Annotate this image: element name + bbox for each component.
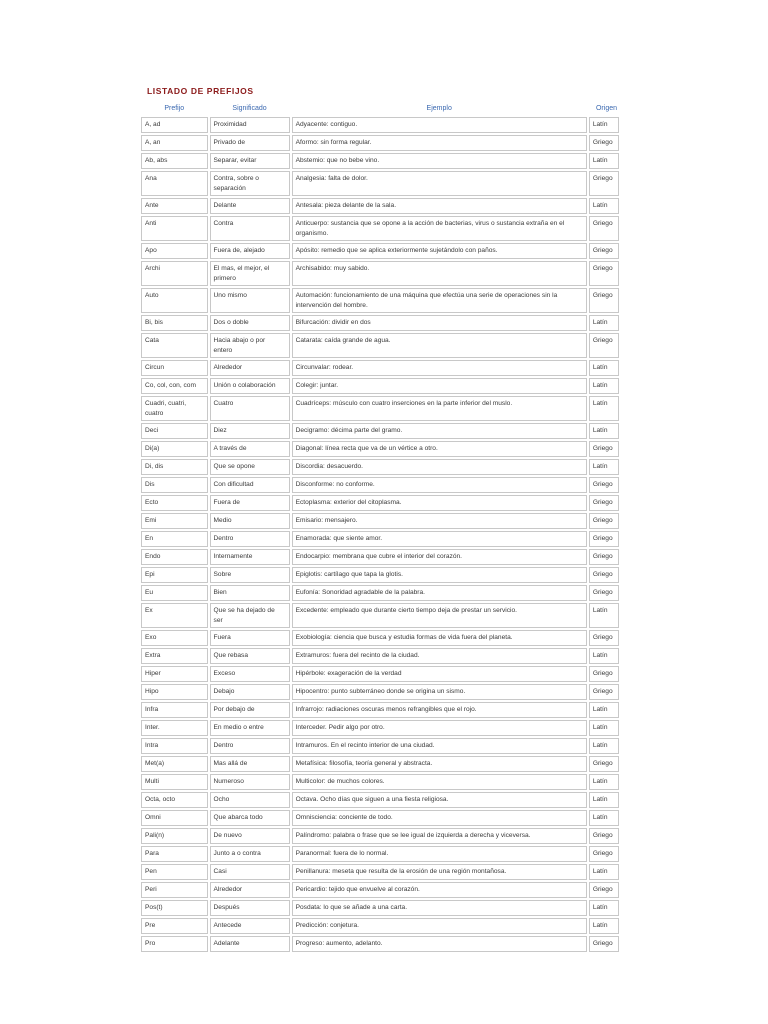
example-cell: Cuadríceps: músculo con cuatro inserciones en la parte inferior del muslo. bbox=[292, 396, 587, 421]
prefix-cell: Hiper bbox=[141, 666, 208, 682]
meaning-cell: Numeroso bbox=[210, 774, 290, 790]
table-row bbox=[141, 216, 619, 241]
origin-cell: Griego bbox=[589, 513, 619, 529]
example-cell: Omnisciencia: conciente de todo. bbox=[292, 810, 587, 826]
meaning-cell: Contra bbox=[210, 216, 290, 241]
example-cell: Interceder. Pedir algo por otro. bbox=[292, 720, 587, 736]
meaning-cell: Después bbox=[210, 900, 290, 916]
meaning-cell: Medio bbox=[210, 513, 290, 529]
table-row bbox=[141, 585, 619, 601]
table-row bbox=[141, 549, 619, 565]
example-cell: Excedente: empleado que durante cierto tiempo deja de prestar un servicio. bbox=[292, 603, 587, 628]
table-row bbox=[141, 630, 619, 646]
example-cell: Catarata: caída grande de agua. bbox=[292, 333, 587, 358]
example-cell: Aformo: sin forma regular. bbox=[292, 135, 587, 151]
origin-cell: Griego bbox=[589, 135, 619, 151]
origin-cell: Latín bbox=[589, 360, 619, 376]
table-row bbox=[141, 567, 619, 583]
origin-cell: Griego bbox=[589, 216, 619, 241]
origin-cell: Griego bbox=[589, 243, 619, 259]
example-cell: Metafísica: filosofía, teoría general y abstracta. bbox=[292, 756, 587, 772]
example-cell: Decigramo: décima parte del gramo. bbox=[292, 423, 587, 439]
origin-cell: Griego bbox=[589, 684, 619, 700]
example-cell: Apósito: remedio que se aplica exteriormente sujetándolo con paños. bbox=[292, 243, 587, 259]
table-row bbox=[141, 828, 619, 844]
origin-cell: Latín bbox=[589, 459, 619, 475]
meaning-cell: Fuera bbox=[210, 630, 290, 646]
meaning-cell: El mas, el mejor, el primero bbox=[210, 261, 290, 286]
origin-cell: Latín bbox=[589, 117, 619, 133]
example-cell: Hipérbole: exageración de la verdad bbox=[292, 666, 587, 682]
table-row bbox=[141, 135, 619, 151]
table-row bbox=[141, 198, 619, 214]
example-cell: Predicción: conjetura. bbox=[292, 918, 587, 934]
prefix-cell: Inter. bbox=[141, 720, 208, 736]
meaning-cell: Privado de bbox=[210, 135, 290, 151]
meaning-cell: En medio o entre bbox=[210, 720, 290, 736]
meaning-cell: Fuera de bbox=[210, 495, 290, 511]
origin-cell: Griego bbox=[589, 756, 619, 772]
meaning-cell: Fuera de, alejado bbox=[210, 243, 290, 259]
example-cell: Emisario: mensajero. bbox=[292, 513, 587, 529]
header-origin: Origen bbox=[595, 105, 617, 112]
table-row bbox=[141, 774, 619, 790]
table-row bbox=[141, 864, 619, 880]
origin-cell: Latín bbox=[589, 864, 619, 880]
meaning-cell: Antecede bbox=[210, 918, 290, 934]
prefix-cell: Endo bbox=[141, 549, 208, 565]
prefix-cell: Pali(n) bbox=[141, 828, 208, 844]
prefix-cell: Ex bbox=[141, 603, 208, 628]
origin-cell: Latín bbox=[589, 774, 619, 790]
prefix-cell: Ab, abs bbox=[141, 153, 208, 169]
origin-cell: Latín bbox=[589, 720, 619, 736]
table-row bbox=[141, 738, 619, 754]
meaning-cell: De nuevo bbox=[210, 828, 290, 844]
meaning-cell: Adelante bbox=[210, 936, 290, 952]
table-row bbox=[141, 531, 619, 547]
table-body bbox=[141, 117, 619, 952]
meaning-cell: Mas allá de bbox=[210, 756, 290, 772]
example-cell: Analgesia: falta de dolor. bbox=[292, 171, 587, 196]
meaning-cell: Diez bbox=[210, 423, 290, 439]
table-row bbox=[141, 117, 619, 133]
origin-cell: Griego bbox=[589, 567, 619, 583]
origin-cell: Latín bbox=[589, 603, 619, 628]
example-cell: Anticuerpo: sustancia que se opone a la acción de bacterias, virus o sustancia extraña en el organismo. bbox=[292, 216, 587, 241]
table-row bbox=[141, 666, 619, 682]
table-row bbox=[141, 603, 619, 628]
table-row bbox=[141, 423, 619, 439]
prefix-cell: Emi bbox=[141, 513, 208, 529]
meaning-cell: Alrededor bbox=[210, 882, 290, 898]
prefix-cell: Dis bbox=[141, 477, 208, 493]
origin-cell: Latín bbox=[589, 810, 619, 826]
example-cell: Intramuros. En el recinto interior de una ciudad. bbox=[292, 738, 587, 754]
prefix-cell: Auto bbox=[141, 288, 208, 313]
prefix-cell: Pen bbox=[141, 864, 208, 880]
origin-cell: Latín bbox=[589, 918, 619, 934]
prefix-cell: Octa, octo bbox=[141, 792, 208, 808]
meaning-cell: Alrededor bbox=[210, 360, 290, 376]
prefix-cell: Pos(t) bbox=[141, 900, 208, 916]
table-row bbox=[141, 441, 619, 457]
prefix-cell: Pro bbox=[141, 936, 208, 952]
origin-cell: Griego bbox=[589, 531, 619, 547]
prefix-cell: Cuadri, cuatri, cuatro bbox=[141, 396, 208, 421]
origin-cell: Latín bbox=[589, 198, 619, 214]
origin-cell: Latín bbox=[589, 153, 619, 169]
example-cell: Adyacente: contiguo. bbox=[292, 117, 587, 133]
example-cell: Bifurcación: dividir en dos bbox=[292, 315, 587, 331]
prefix-cell: Bi, bis bbox=[141, 315, 208, 331]
table-row bbox=[141, 513, 619, 529]
prefix-cell: Infra bbox=[141, 702, 208, 718]
meaning-cell: Separar, evitar bbox=[210, 153, 290, 169]
table-row bbox=[141, 702, 619, 718]
origin-cell: Griego bbox=[589, 495, 619, 511]
table-row bbox=[141, 495, 619, 511]
table-row bbox=[141, 459, 619, 475]
table-row bbox=[141, 333, 619, 358]
origin-cell: Latín bbox=[589, 648, 619, 664]
prefix-cell: Circun bbox=[141, 360, 208, 376]
header-prefix: Prefijo bbox=[164, 105, 185, 112]
prefix-cell: Apo bbox=[141, 243, 208, 259]
table-header-row bbox=[141, 102, 619, 115]
prefix-cell: Hipo bbox=[141, 684, 208, 700]
table-row bbox=[141, 720, 619, 736]
example-cell: Ectoplasma: exterior del citoplasma. bbox=[292, 495, 587, 511]
meaning-cell: Dentro bbox=[210, 738, 290, 754]
origin-cell: Griego bbox=[589, 171, 619, 196]
example-cell: Pericardio: tejido que envuelve al corazón. bbox=[292, 882, 587, 898]
table-row bbox=[141, 477, 619, 493]
example-cell: Penillanura: meseta que resulta de la erosión de una región montañosa. bbox=[292, 864, 587, 880]
prefix-cell: Peri bbox=[141, 882, 208, 898]
table-row bbox=[141, 171, 619, 196]
example-cell: Disconforme: no conforme. bbox=[292, 477, 587, 493]
meaning-cell: Que se ha dejado de ser bbox=[210, 603, 290, 628]
origin-cell: Latín bbox=[589, 900, 619, 916]
meaning-cell: Contra, sobre o separación bbox=[210, 171, 290, 196]
meaning-cell: Sobre bbox=[210, 567, 290, 583]
origin-cell: Latín bbox=[589, 423, 619, 439]
meaning-cell: Debajo bbox=[210, 684, 290, 700]
example-cell: Palíndromo: palabra o frase que se lee igual de izquierda a derecha y viceversa. bbox=[292, 828, 587, 844]
table-row bbox=[141, 792, 619, 808]
prefix-cell: Anti bbox=[141, 216, 208, 241]
meaning-cell: Dentro bbox=[210, 531, 290, 547]
meaning-cell: Exceso bbox=[210, 666, 290, 682]
prefix-cell: Deci bbox=[141, 423, 208, 439]
table-row bbox=[141, 153, 619, 169]
origin-cell: Latín bbox=[589, 378, 619, 394]
origin-cell: Griego bbox=[589, 585, 619, 601]
origin-cell: Griego bbox=[589, 261, 619, 286]
example-cell: Eufonía: Sonoridad agradable de la palabra. bbox=[292, 585, 587, 601]
page-title: LISTADO DE PREFIJOS bbox=[147, 86, 254, 96]
origin-cell: Griego bbox=[589, 828, 619, 844]
example-cell: Octava. Ocho días que siguen a una fiesta religiosa. bbox=[292, 792, 587, 808]
example-cell: Extramuros: fuera del recinto de la ciudad. bbox=[292, 648, 587, 664]
origin-cell: Griego bbox=[589, 477, 619, 493]
example-cell: Circunvalar: rodear. bbox=[292, 360, 587, 376]
example-cell: Enamorada: que siente amor. bbox=[292, 531, 587, 547]
origin-cell: Griego bbox=[589, 333, 619, 358]
table-row bbox=[141, 261, 619, 286]
origin-cell: Latín bbox=[589, 396, 619, 421]
prefix-cell: Intra bbox=[141, 738, 208, 754]
table-row bbox=[141, 882, 619, 898]
meaning-cell: Dos o doble bbox=[210, 315, 290, 331]
origin-cell: Latín bbox=[589, 738, 619, 754]
prefix-cell: A, an bbox=[141, 135, 208, 151]
example-cell: Archisabido: muy sabido. bbox=[292, 261, 587, 286]
prefix-cell: Multi bbox=[141, 774, 208, 790]
prefix-cell: Met(a) bbox=[141, 756, 208, 772]
prefix-cell: Cata bbox=[141, 333, 208, 358]
meaning-cell: Que se opone bbox=[210, 459, 290, 475]
header-meaning: Significado bbox=[232, 105, 267, 112]
example-cell: Endocarpio: membrana que cubre el interior del corazón. bbox=[292, 549, 587, 565]
origin-cell: Latín bbox=[589, 702, 619, 718]
example-cell: Epiglotis: cartílago que tapa la glotis. bbox=[292, 567, 587, 583]
meaning-cell: Con dificultad bbox=[210, 477, 290, 493]
meaning-cell: Proximidad bbox=[210, 117, 290, 133]
origin-cell: Griego bbox=[589, 936, 619, 952]
table-row bbox=[141, 360, 619, 376]
meaning-cell: Por debajo de bbox=[210, 702, 290, 718]
prefix-cell: Omni bbox=[141, 810, 208, 826]
prefix-cell: Ecto bbox=[141, 495, 208, 511]
prefix-cell: Extra bbox=[141, 648, 208, 664]
origin-cell: Latín bbox=[589, 315, 619, 331]
table-row bbox=[141, 243, 619, 259]
table-row bbox=[141, 900, 619, 916]
example-cell: Automación: funcionamiento de una máquina que efectúa una serie de operaciones sin la intervención del hombre. bbox=[292, 288, 587, 313]
origin-cell: Griego bbox=[589, 630, 619, 646]
prefix-cell: Archi bbox=[141, 261, 208, 286]
origin-cell: Griego bbox=[589, 666, 619, 682]
example-cell: Abstemio: que no bebe vino. bbox=[292, 153, 587, 169]
example-cell: Discordia: desacuerdo. bbox=[292, 459, 587, 475]
meaning-cell: Que rebasa bbox=[210, 648, 290, 664]
table-row bbox=[141, 288, 619, 313]
example-cell: Paranormal: fuera de lo normal. bbox=[292, 846, 587, 862]
example-cell: Hipocentro: punto subterráneo donde se origina un sismo. bbox=[292, 684, 587, 700]
prefix-cell: Co, col, con, com bbox=[141, 378, 208, 394]
header-example: Ejemplo bbox=[426, 105, 452, 112]
origin-cell: Griego bbox=[589, 846, 619, 862]
table-row bbox=[141, 684, 619, 700]
example-cell: Diagonal: línea recta que va de un vértice a otro. bbox=[292, 441, 587, 457]
example-cell: Progreso: aumento, adelanto. bbox=[292, 936, 587, 952]
meaning-cell: Delante bbox=[210, 198, 290, 214]
table-row bbox=[141, 396, 619, 421]
origin-cell: Griego bbox=[589, 288, 619, 313]
prefix-cell: Ana bbox=[141, 171, 208, 196]
table-row bbox=[141, 756, 619, 772]
prefix-cell: Epi bbox=[141, 567, 208, 583]
origin-cell: Griego bbox=[589, 549, 619, 565]
table-row bbox=[141, 378, 619, 394]
meaning-cell: Casi bbox=[210, 864, 290, 880]
prefix-cell: En bbox=[141, 531, 208, 547]
origin-cell: Griego bbox=[589, 882, 619, 898]
origin-cell: Latín bbox=[589, 792, 619, 808]
prefix-cell: Para bbox=[141, 846, 208, 862]
meaning-cell: Cuatro bbox=[210, 396, 290, 421]
example-cell: Infrarrojo: radiaciones oscuras menos refrangibles que el rojo. bbox=[292, 702, 587, 718]
table-row bbox=[141, 918, 619, 934]
example-cell: Posdata: lo que se añade a una carta. bbox=[292, 900, 587, 916]
meaning-cell: Bien bbox=[210, 585, 290, 601]
prefix-cell: Eu bbox=[141, 585, 208, 601]
prefix-table bbox=[139, 100, 621, 954]
origin-cell: Griego bbox=[589, 441, 619, 457]
meaning-cell: Hacia abajo o por entero bbox=[210, 333, 290, 358]
prefix-cell: Di, dis bbox=[141, 459, 208, 475]
example-cell: Exobiología: ciencia que busca y estudia formas de vida fuera del planeta. bbox=[292, 630, 587, 646]
prefix-cell: A, ad bbox=[141, 117, 208, 133]
table-row bbox=[141, 936, 619, 952]
example-cell: Multicolor: de muchos colores. bbox=[292, 774, 587, 790]
table-row bbox=[141, 315, 619, 331]
example-cell: Antesala: pieza delante de la sala. bbox=[292, 198, 587, 214]
prefix-cell: Ante bbox=[141, 198, 208, 214]
prefix-cell: Exo bbox=[141, 630, 208, 646]
table-row bbox=[141, 648, 619, 664]
prefix-cell: Pre bbox=[141, 918, 208, 934]
example-cell: Colegir: juntar. bbox=[292, 378, 587, 394]
meaning-cell: Internamente bbox=[210, 549, 290, 565]
meaning-cell: Ocho bbox=[210, 792, 290, 808]
prefix-cell: Di(a) bbox=[141, 441, 208, 457]
meaning-cell: Uno mismo bbox=[210, 288, 290, 313]
meaning-cell: Junto a o contra bbox=[210, 846, 290, 862]
meaning-cell: A través de bbox=[210, 441, 290, 457]
meaning-cell: Unión o colaboración bbox=[210, 378, 290, 394]
table-row bbox=[141, 810, 619, 826]
meaning-cell: Que abarca todo bbox=[210, 810, 290, 826]
table-row bbox=[141, 846, 619, 862]
